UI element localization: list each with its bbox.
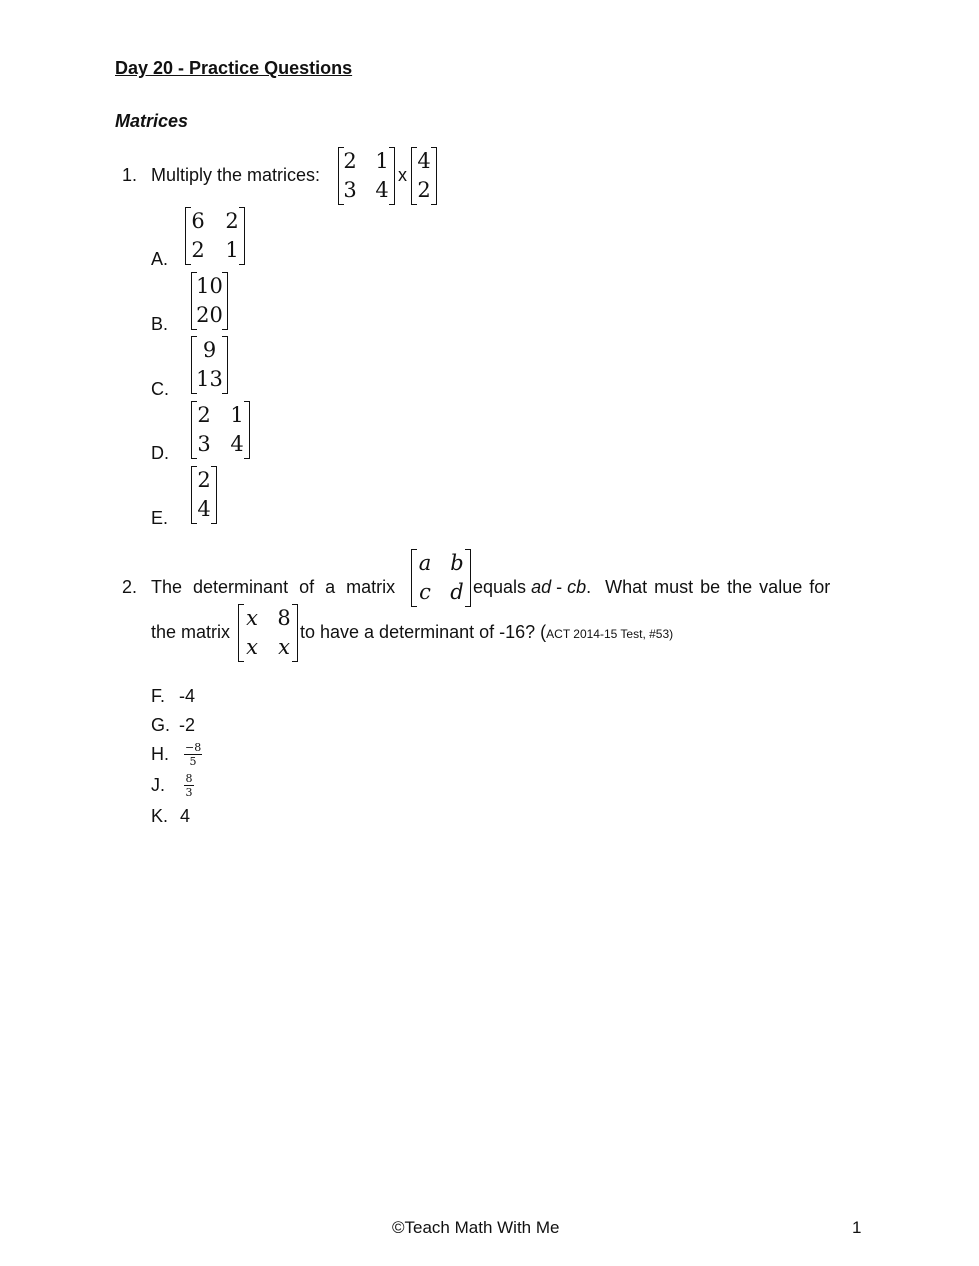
- option-letter: C.: [151, 379, 169, 399]
- option-d-matrix: [191, 401, 250, 459]
- option-letter: E.: [151, 508, 169, 528]
- option-value: -2: [179, 715, 196, 735]
- option-fraction: [184, 742, 202, 767]
- option-letter: F.: [151, 686, 166, 706]
- expr-cb: cb: [567, 577, 587, 597]
- fraction-denominator: 5: [189, 755, 197, 768]
- matrix-cell: 4: [375, 178, 389, 202]
- matrix-cell: 13: [196, 367, 223, 391]
- matrix-b: [411, 147, 437, 205]
- footer-copyright: ©Teach Math With Me: [392, 1218, 560, 1237]
- fraction-numerator: 8: [185, 772, 193, 785]
- source-citation: ACT 2014-15 Test, #53): [546, 627, 674, 641]
- matrix-cell: 8: [277, 606, 291, 630]
- option-value: -4: [179, 686, 196, 706]
- fraction-denominator: 3: [185, 786, 193, 799]
- matrix-cell: 3: [197, 432, 211, 456]
- text: to have a determinant of -16? (: [300, 622, 547, 642]
- option-e-matrix: [191, 466, 217, 524]
- option-letter: A.: [151, 249, 169, 269]
- page-title: Day 20 - Practice Questions: [115, 58, 353, 78]
- matrix-cell: 2: [417, 178, 431, 202]
- matrix-cell: 1: [230, 403, 244, 427]
- matrix-cell: 4: [197, 497, 211, 521]
- question-number: 2.: [122, 577, 138, 597]
- matrix-cell: x: [246, 606, 258, 630]
- matrix-cell: 3: [343, 178, 357, 202]
- question-text: Multiply the matrices:: [151, 165, 321, 185]
- option-b-matrix: [191, 272, 228, 330]
- matrix-cell: x: [246, 635, 258, 659]
- matrix-cell: 10: [196, 274, 223, 298]
- matrix-cell: 20: [196, 303, 223, 327]
- expr-ad: ad: [531, 577, 552, 597]
- option-letter: D.: [151, 443, 169, 463]
- option-a-matrix: [185, 207, 245, 265]
- question-text-line1-cont: [473, 577, 830, 598]
- question-text-line2: the matrix: [151, 622, 231, 642]
- question-text-line2-cont: [300, 622, 673, 643]
- matrix-cell: 6: [191, 209, 205, 233]
- matrix-cell: 2: [197, 403, 211, 427]
- option-letter: K.: [151, 806, 169, 826]
- matrix-x: [238, 604, 298, 662]
- expr-dash: -: [551, 577, 568, 597]
- fraction-numerator: −8: [185, 741, 202, 754]
- option-fraction: [184, 773, 194, 798]
- matrix-cell: x: [278, 635, 290, 659]
- option-letter: H.: [151, 744, 169, 764]
- matrix-cell: d: [450, 580, 464, 604]
- matrix-cell: 1: [225, 238, 239, 262]
- option-letter: J.: [151, 775, 166, 795]
- matrix-cell: 2: [191, 238, 205, 262]
- question-text-line1: The determinant of a matrix: [151, 577, 396, 597]
- page-number: 1: [852, 1218, 862, 1237]
- times-sign: x: [398, 165, 407, 185]
- question-number: 1.: [122, 165, 138, 185]
- section-heading: Matrices: [115, 111, 189, 131]
- matrix-cell: 4: [417, 149, 431, 173]
- matrix-cell: 2: [197, 468, 211, 492]
- option-letter: G.: [151, 715, 171, 735]
- option-letter: B.: [151, 314, 169, 334]
- text: . What must be the value for: [586, 577, 831, 597]
- matrix-cell: 4: [230, 432, 244, 456]
- matrix-cell: 9: [202, 338, 217, 362]
- matrix-abcd: [411, 549, 471, 607]
- matrix-cell: b: [450, 551, 464, 575]
- matrix-cell: 1: [375, 149, 389, 173]
- option-value: 4: [180, 806, 191, 826]
- matrix-cell: 2: [343, 149, 357, 173]
- matrix-cell: 2: [225, 209, 239, 233]
- matrix-cell: c: [419, 580, 431, 604]
- option-c-matrix: [191, 336, 228, 394]
- text: equals: [473, 577, 527, 597]
- matrix-cell: a: [418, 551, 432, 575]
- matrix-a: [338, 147, 395, 205]
